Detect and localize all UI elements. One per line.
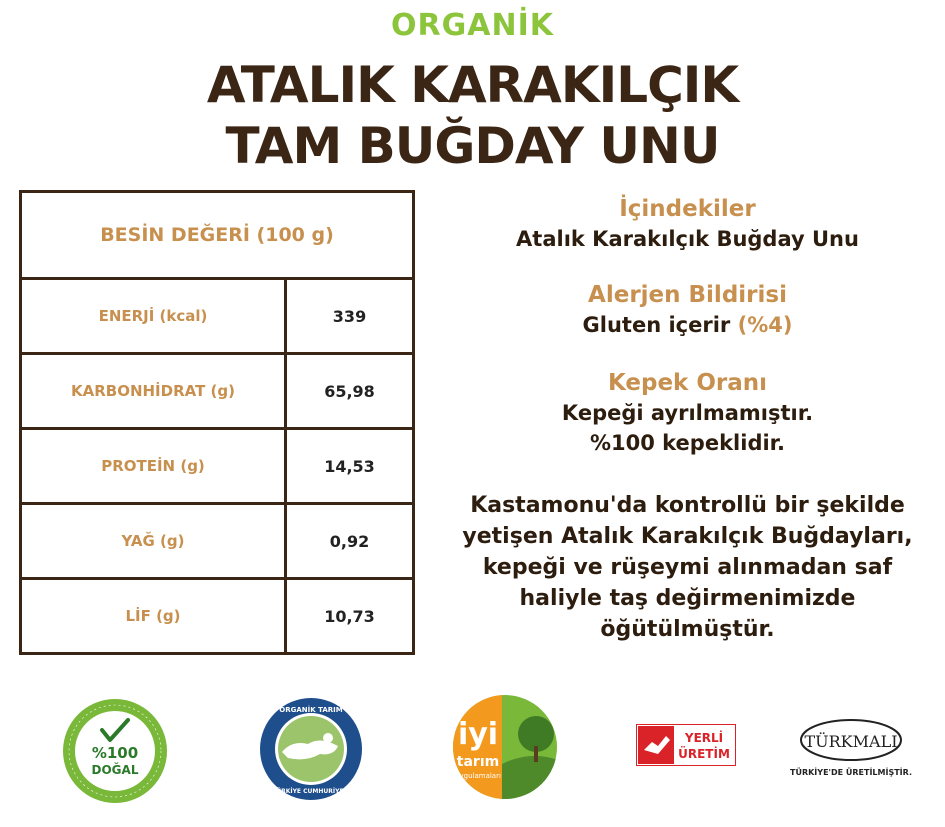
- bran-section: [430, 368, 945, 458]
- natural-badge-main: %100: [91, 744, 139, 762]
- yerli-line2: ÜRETİM: [678, 747, 730, 761]
- ingredients-heading: İçindekiler: [619, 196, 756, 222]
- nutrition-label-carbohydrate: KARBONHİDRAT (g): [21, 354, 286, 429]
- allergen-section: [430, 280, 945, 340]
- ingredients-section: [430, 194, 945, 254]
- iyi-logo-small-text: uygulamaları: [455, 772, 501, 780]
- organic-seal-top-text: ORGANİK TARIM: [279, 706, 343, 714]
- nutrition-row: [21, 354, 414, 429]
- description-line: yetişen Atalık Karakılçık Buğdayları,: [462, 524, 913, 549]
- description-line: öğütülmüştür.: [600, 617, 775, 642]
- nutrition-heading: BESİN DEĞERİ (100 g): [21, 192, 414, 279]
- bran-line2: %100 kepeklidir.: [589, 431, 786, 455]
- nutrition-label-energy: ENERJİ (kcal): [21, 279, 286, 354]
- bran-heading: Kepek Oranı: [607, 370, 768, 396]
- natural-badge-logo: [60, 696, 170, 806]
- nutrition-row: [21, 279, 414, 354]
- allergen-percent: (%4): [737, 313, 793, 337]
- organic-seal-bottom-text: TÜRKİYE CUMHURİYETİ: [272, 788, 350, 795]
- turkmali-logo: [790, 718, 912, 780]
- domestic-production-logo: [636, 724, 736, 766]
- nutrition-label-protein: PROTEİN (g): [21, 429, 286, 504]
- description-line: Kastamonu'da kontrollü bir şekilde: [470, 493, 905, 518]
- allergen-text-line: [430, 310, 945, 340]
- nutrition-row: [21, 429, 414, 504]
- good-agricultural-practices-logo: [452, 694, 558, 800]
- bran-line1: Kepeği ayrılmamıştır.: [561, 401, 814, 425]
- nutrition-value-energy: 339: [286, 279, 414, 354]
- iyi-logo-big-text: iyi: [457, 717, 499, 752]
- description-line: haliyle taş değirmenimizde: [519, 586, 856, 611]
- nutrition-table: [19, 190, 415, 655]
- nutrition-value-protein: 14,53: [286, 429, 414, 504]
- certification-logos: [0, 690, 945, 820]
- nutrition-label-fat: YAĞ (g): [21, 504, 286, 579]
- nutrition-value-carbohydrate: 65,98: [286, 354, 414, 429]
- allergen-text: Gluten içerir: [582, 313, 731, 337]
- organic-farming-seal-logo: [258, 696, 364, 802]
- nutrition-value-fiber: 10,73: [286, 579, 414, 654]
- product-title-line2: TAM BUĞDAY UNU: [225, 117, 720, 175]
- ingredients-text: Atalık Karakılçık Buğday Unu: [516, 227, 859, 251]
- description-line: kepeği ve rüşeymi alınmadan saf: [482, 555, 893, 580]
- iyi-logo-mid-text: tarım: [456, 754, 500, 770]
- nutrition-label-fiber: LİF (g): [21, 579, 286, 654]
- yerli-line1: YERLİ: [684, 731, 724, 745]
- brand-label: ORGANİK: [391, 8, 554, 43]
- allergen-heading: Alerjen Bildirisi: [588, 282, 787, 308]
- product-title-line1: ATALIK KARAKILÇIK: [206, 56, 739, 114]
- nutrition-row: [21, 504, 414, 579]
- natural-badge-sub: DOĞAL: [91, 763, 139, 777]
- nutrition-value-fat: 0,92: [286, 504, 414, 579]
- turkmali-sub-text: TÜRKİYE'DE ÜRETİLMİŞTİR.: [790, 768, 912, 777]
- product-description: [430, 490, 945, 645]
- turkmali-main-text: TÜRKMALI: [804, 732, 898, 751]
- nutrition-row: [21, 579, 414, 654]
